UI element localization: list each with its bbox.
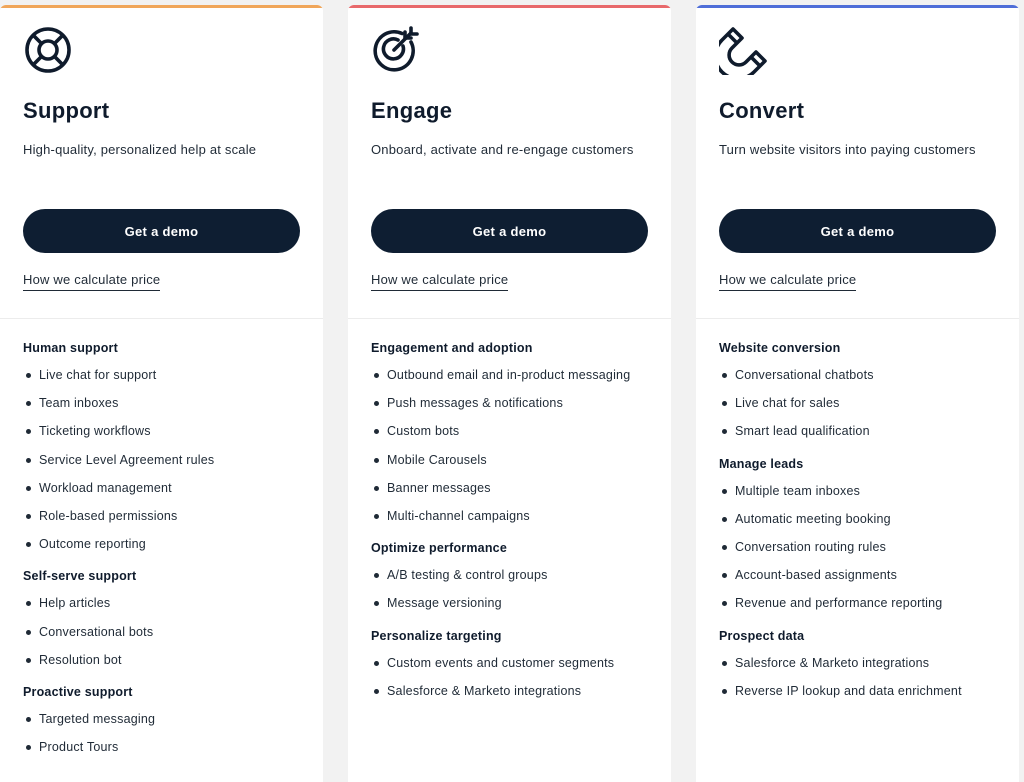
plan-title: Engage [371,98,453,123]
pricing-info-link[interactable]: How we calculate price [23,272,160,291]
plan-card-convert [696,5,1019,782]
feature-item: Multi-channel campaigns [371,502,648,530]
magnet-icon [719,25,769,75]
lifebuoy-icon [23,25,73,75]
feature-item: Multiple team inboxes [719,477,996,505]
feature-item: Workload management [23,474,300,502]
feature-item: Revenue and performance reporting [719,589,996,617]
feature-item: Product Tours [23,733,300,761]
plan-subtitle: High-quality, personalized help at scale [23,142,257,157]
get-demo-button[interactable]: Get a demo [719,209,996,253]
feature-group [23,684,300,761]
pricing-info-link[interactable]: How we calculate price [719,272,856,291]
plan-title: Convert [719,98,805,123]
get-demo-button[interactable]: Get a demo [23,209,300,253]
feature-item: Smart lead qualification [719,417,996,445]
feature-group-title: Website conversion [719,341,841,355]
feature-item: Push messages & notifications [371,389,648,417]
feature-item: Role-based permissions [23,502,300,530]
feature-item: Banner messages [371,474,648,502]
feature-group [371,540,648,617]
feature-item: Conversational bots [23,618,300,646]
feature-item: Outcome reporting [23,530,300,558]
feature-item: Resolution bot [23,646,300,674]
feature-group [23,568,300,674]
plan-card-support [0,5,323,782]
target-arrow-icon [371,25,421,75]
get-demo-button[interactable]: Get a demo [371,209,648,253]
feature-group [23,340,300,558]
plan-card-engage [348,5,671,782]
feature-group-title: Proactive support [23,685,133,700]
feature-group [719,628,996,705]
feature-item: Conversational chatbots [719,361,996,389]
feature-item: Help articles [23,589,300,617]
feature-group-title: Engagement and adoption [371,341,533,355]
feature-group-title: Self-serve support [23,569,137,584]
feature-list [696,319,1019,705]
feature-item: Mobile Carousels [371,446,648,474]
plan-subtitle: Onboard, activate and re-engage customers [371,142,634,157]
feature-item: Account-based assignments [719,561,996,589]
feature-item: Automatic meeting booking [719,505,996,533]
feature-item: Team inboxes [23,389,300,417]
feature-group-title: Personalize targeting [371,628,502,643]
feature-item: Live chat for sales [719,389,996,417]
feature-item: Custom events and customer segments [371,649,648,677]
feature-item: Service Level Agreement rules [23,446,300,474]
feature-group-title: Human support [23,341,118,355]
feature-item: Custom bots [371,417,648,445]
feature-item: Ticketing workflows [23,417,300,445]
feature-group [371,340,648,530]
feature-group [371,628,648,705]
feature-group-title: Prospect data [719,628,805,643]
feature-group [719,340,996,446]
feature-group-title: Manage leads [719,456,804,471]
feature-item: Salesforce & Marketo integrations [719,649,996,677]
feature-item: Conversation routing rules [719,533,996,561]
feature-group [719,456,996,618]
feature-item: Live chat for support [23,361,300,389]
feature-item: Salesforce & Marketo integrations [371,677,648,705]
plan-subtitle: Turn website visitors into paying customers [719,142,976,157]
feature-list [348,319,671,705]
feature-item: Outbound email and in-product messaging [371,361,648,389]
feature-item: A/B testing & control groups [371,561,648,589]
plan-title: Support [23,98,110,123]
feature-list [0,319,323,761]
pricing-info-link[interactable]: How we calculate price [371,272,508,291]
feature-group-title: Optimize performance [371,541,507,556]
feature-item: Reverse IP lookup and data enrichment [719,677,996,705]
feature-item: Targeted messaging [23,705,300,733]
feature-item: Message versioning [371,589,648,617]
